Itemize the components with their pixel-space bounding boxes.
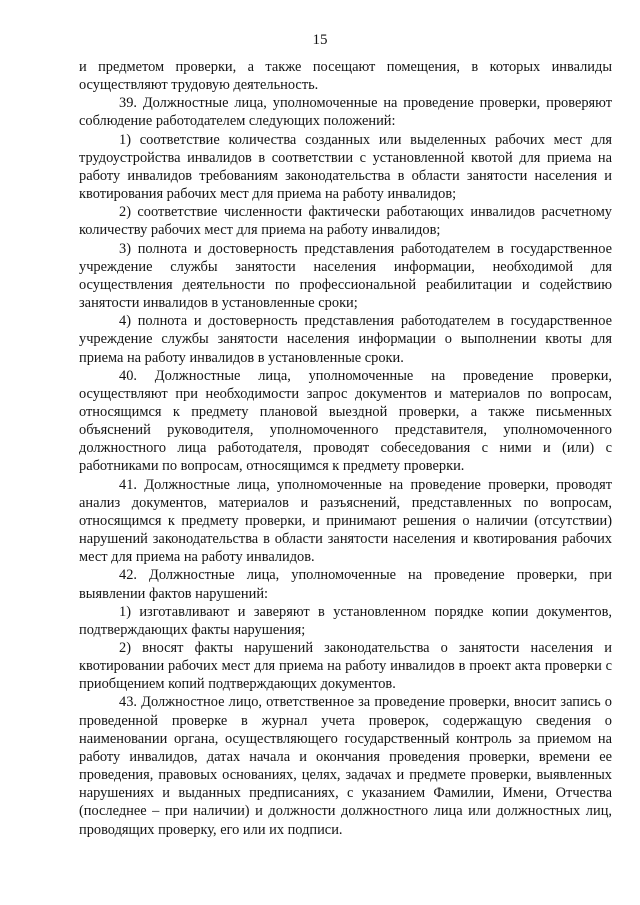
paragraph-39-item-1: 1) соответствие количества созданных или выделенных рабочих мест для трудоустройства инвалидов в соответствии с установленной квотой для приема на работу инвалидов требованиям законодательства в области занятости населения и квотирования рабочих мест для приема на работу инвалидов; — [79, 131, 612, 203]
paragraph-42: 42. Должностные лица, уполномоченные на проведение проверки, при выявлении фактов нарушений: — [79, 567, 612, 602]
paragraph-41: 41. Должностные лица, уполномоченные на проведение проверки, проводят анализ документов, материалов и разъяснений, представленных по вопросам, относящимся к предмету проверки, и принимают решения о наличии (отсутствии) нарушений законодательства в области занятости населения и квотирования рабочих мест для приема на работу инвалидов. — [79, 476, 612, 566]
paragraph-42-item-2: 2) вносят факты нарушений законодательства о занятости населения и квотировании рабочих мест для приема на работу инвалидов в проект акта проверки с приобщением копий подтверждающих документов. — [79, 640, 612, 693]
body-text — [79, 58, 612, 839]
page-number: 15 — [312, 32, 328, 48]
paragraph-43: 43. Должностное лицо, ответственное за проведение проверки, вносит запись о проведенной проверке в журнал учета проверок, содержащую сведения о наименовании органа, осуществляющего государственный контроль за приемом на работу инвалидов, датах начала и окончания проведения проверки, времени ее проведения, правовых основаниях, целях, задачах и предмете проверки, выявленных нарушениях и выданных предписаниях, с указанием Фамилии, Имени, Отчества (последнее – при наличии) и должности должностного лица или должностных лиц, проводящих проверку, его или их подписи. — [79, 694, 612, 838]
paragraph-39-item-3: 3) полнота и достоверность представления работодателем в государственное учреждение службы занятости населения информации, необходимой для осуществления деятельности по профессиональной реабилитации и содействию занятости инвалидов в установленные сроки; — [79, 240, 612, 312]
paragraph-40: 40. Должностные лица, уполномоченные на проведение проверки, осуществляют при необходимости запрос документов и материалов по вопросам, относящимся к предмету плановой выездной проверки, а также письменных объяснений руководителя, уполномоченного представителя, уполномоченного должностного лица работодателя, проводят собеседования с ними и (или) с работниками по вопросам, относящимся к предмету проверки. — [79, 367, 612, 475]
paragraph-42-item-1: 1) изготавливают и заверяют в установленном порядке копии документов, подтверждающих факты нарушения; — [79, 603, 612, 638]
paragraph-continuation: и предметом проверки, а также посещают помещения, в которых инвалиды осуществляют трудовую деятельность. — [79, 59, 612, 94]
paragraph-39-item-4: 4) полнота и достоверность представления работодателем в государственное учреждение службы занятости населения информации о выполнении квоты для приема на работу инвалидов в установленные сроки. — [79, 313, 612, 366]
paragraph-39-item-2: 2) соответствие численности фактически работающих инвалидов расчетному количеству рабочих мест для приема на работу инвалидов; — [79, 204, 612, 239]
paragraph-39: 39. Должностные лица, уполномоченные на проведение проверки, проверяют соблюдение работодателем следующих положений: — [79, 95, 612, 130]
